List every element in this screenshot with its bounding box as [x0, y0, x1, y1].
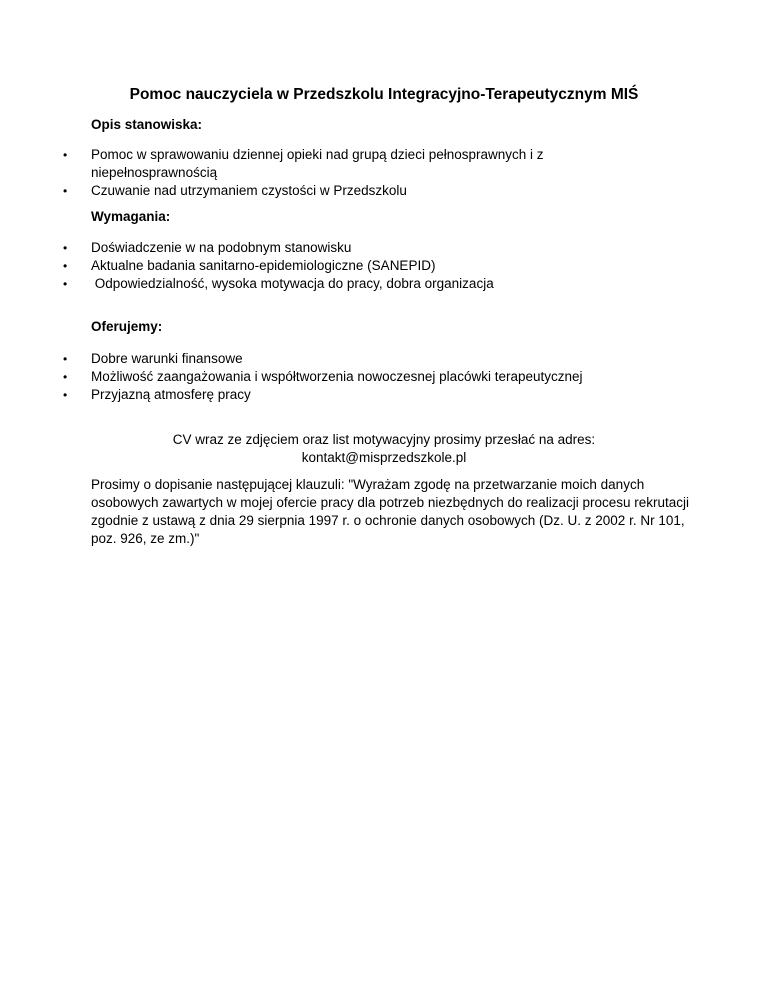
list-item-text: Doświadczenie w na podobnym stanowisku: [91, 240, 352, 255]
bullet-icon: •: [63, 148, 68, 162]
bullet-icon: •: [63, 388, 68, 402]
section-label-opis: Opis stanowiska:: [91, 117, 203, 132]
bullet-icon: •: [63, 259, 68, 273]
list-item: [0, 257, 591, 275]
bullet-icon: •: [63, 370, 68, 384]
list-item: [0, 368, 691, 386]
list-item: [0, 350, 591, 368]
cv-line: CV wraz ze zdjęciem oraz list motywacyjny prosimy przesłać na adres:: [172, 432, 596, 447]
cv-instructions: [0, 431, 768, 467]
bullet-icon: •: [63, 241, 68, 255]
list-item: [0, 146, 591, 182]
list-wymagania: [0, 239, 768, 293]
list-item: [0, 275, 591, 293]
list-item-text: Odpowiedzialność, wysoka motywacja do pracy, dobra organizacja: [91, 276, 494, 291]
contact-email: kontakt@misprzedszkole.pl: [301, 450, 467, 465]
list-oferujemy: [0, 350, 768, 404]
list-opis: [0, 146, 768, 200]
list-item-text: Aktualne badania sanitarno-epidemiologiczne (SANEPID): [91, 258, 436, 273]
list-item-text: Przyjazną atmosferę pracy: [91, 387, 251, 402]
list-item: [0, 182, 591, 200]
section-label-oferujemy: Oferujemy:: [91, 319, 163, 334]
list-item-text: Możliwość zaangażowania i współtworzenia nowoczesnej placówki terapeutycznej: [91, 369, 583, 384]
gdpr-clause: Prosimy o dopisanie następującej klauzuli: "Wyrażam zgodę na przetwarzanie moich danych osobowych zawartych w mojej ofercie pracy dla potrzeb niezbędnych do realizacji procesu rekrutacji zgodnie z ustawą z dnia 29 sierpnia 1997 r. o ochronie danych osobowych (Dz. U. z 2002 r. Nr 101, poz. 926, ze zm.)": [91, 477, 690, 546]
list-item: [0, 386, 591, 404]
list-item-text: Dobre warunki finansowe: [91, 351, 243, 366]
bullet-icon: •: [63, 184, 68, 198]
bullet-icon: •: [63, 277, 68, 291]
page-title: Pomoc nauczyciela w Przedszkolu Integracyjno-Terapeutycznym MIŚ: [129, 86, 639, 103]
bullet-icon: •: [63, 352, 68, 366]
list-item-text: Pomoc w sprawowaniu dziennej opieki nad grupą dzieci pełnosprawnych i z niepełnosprawnością: [91, 147, 544, 180]
list-item-text: Czuwanie nad utrzymaniem czystości w Przedszkolu: [91, 183, 407, 198]
list-item: [0, 239, 591, 257]
section-label-wymagania: Wymagania:: [91, 209, 171, 224]
